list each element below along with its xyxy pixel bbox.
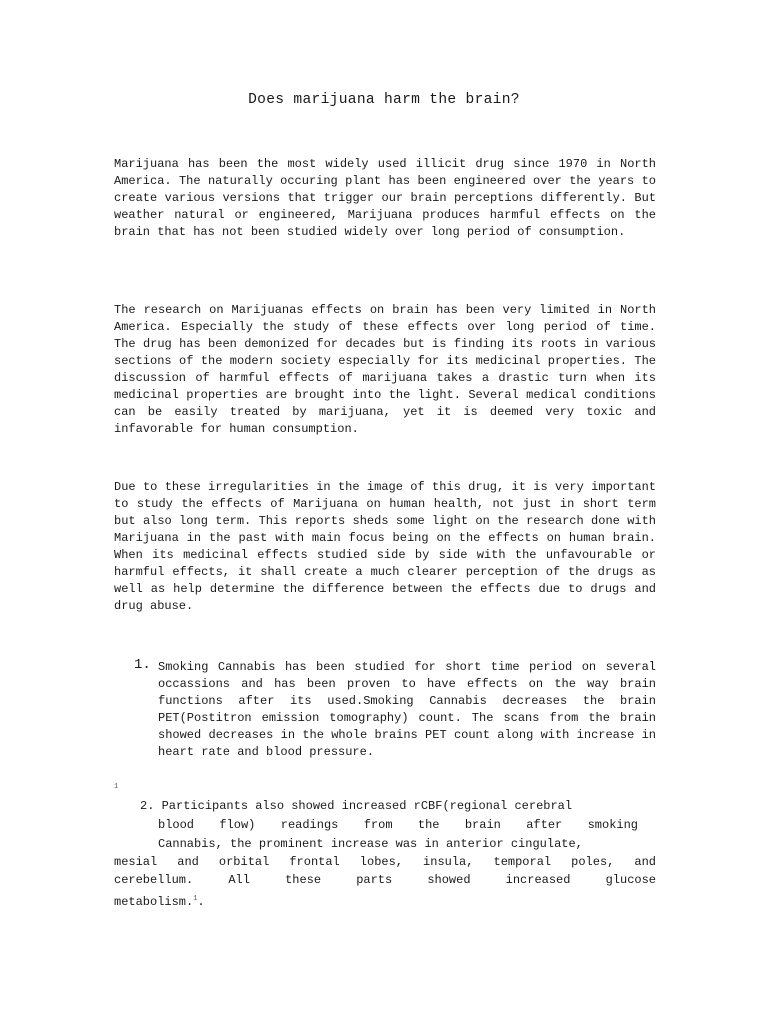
footnote-marker: 1 [114,783,119,791]
list-item-2-tail: . [197,895,205,909]
list-item-1-text: Smoking Cannabis has been studied for short time period on several occassions and has been proven to have effects on the way brain functions after its used.Smoking Cannabis decreases the brain PET(Postitron emission tomography) count. The scans from the brain showed decreases in the whole brains PET count along with increase in heart rate and blood pressure. [158,660,656,759]
paragraph-irregularities: Due to these irregularities in the image of this drug, it is very important to study the effects of Marijuana on human health, not just in short term but also long term. This reports sheds some light on the research done with Marijuana in the past with main focus being on the effects on human brain. When its medicinal effects studied side by side with the unfavourable or harmful effects, it shall create a much clearer perception of the drugs as well as help determine the difference between the effects due to drugs and drug abuse. [114,480,656,613]
list-item-2-line-1-text: Participants also showed increased rCBF(regional cerebral [161,799,573,813]
list-item-2-line-4: mesial and orbital frontal lobes, insula, temporal poles, and [114,855,656,869]
list-item-2-last-line: metabolism. [114,895,194,909]
paragraph-research: The research on Marijuanas effects on brain has been very limited in North America. Especially the study of these effects over long period of time. The drug has been demonized for decades but is finding its roots in various sections of the modern society especially for its medicinal properties. The discussion of harmful effects of marijuana takes a drastic turn when its medicinal properties are brought into the light. Several medical conditions can be easily treated by marijuana, yet it is deemed very toxic and infavorable for human consumption. [114,303,656,436]
list-number-2: 2. [140,799,155,813]
list-item-2-line-2: blood flow) readings from the brain after smoking [158,818,638,832]
list-item-2-line-5: cerebellum. All these parts showed increased glucose [114,873,656,887]
list-number-1: 1. [134,657,151,673]
list-item-2-line-3: Cannabis, the prominent increase was in anterior cingulate, [158,837,583,851]
paragraph-intro: Marijuana has been the most widely used illicit drug since 1970 in North America. The naturally occuring plant has been engineered over the years to create various versions that trigger our brain perceptions differently. But weather natural or engineered, Marijuana produces harmful effects on the brain that has not been studied widely over long period of consumption. [114,157,656,239]
document-title: Does marijuana harm the brain? [248,92,520,108]
list-item-2-line-6 [114,891,656,911]
footnote-ref: 1 [193,895,198,903]
list-item-2-line-1 [140,798,656,815]
